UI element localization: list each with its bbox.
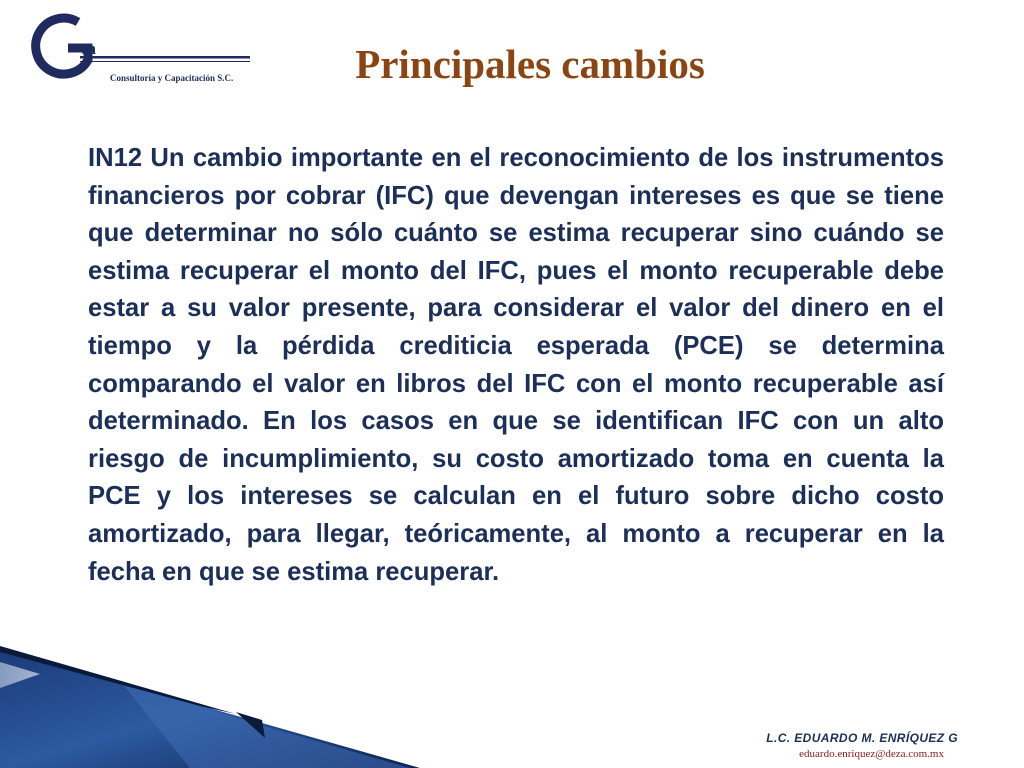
logo-caption: Consultoría y Capacitación S.C. <box>110 73 234 83</box>
slide-title: Principales cambios <box>355 41 705 87</box>
logo-letters: va <box>79 39 96 58</box>
footer-email-link[interactable]: eduardo.enriquez@deza.com.mx <box>799 748 944 760</box>
footer-author-name: L.C. EDUARDO M. ENRÍQUEZ G <box>766 731 958 745</box>
slide-body-text: IN12 Un cambio importante en el reconocimiento de los instrumentos financieros por cobrar (IFC) que devengan intereses es que se tiene que determinar no sólo cuánto se estima recuperar sino cuándo se estima recuperar el monto del IFC, pues el monto recuperable debe estar a su valor presente, para considerar el valor del dinero en el tiempo y la pérdida crediticia esperada (PCE) se determina comparando el valor en libros del IFC con el monto recuperable así determinado. En los casos en que se identifican IFC con un alto riesgo de incumplimiento, su costo amortizado toma en cuenta la PCE y los intereses se calculan en el futuro sobre dicho costo amortizado, para llegar, teóricamente, al monto a recuperar en la fecha en que se estima recuperar. <box>88 144 944 586</box>
